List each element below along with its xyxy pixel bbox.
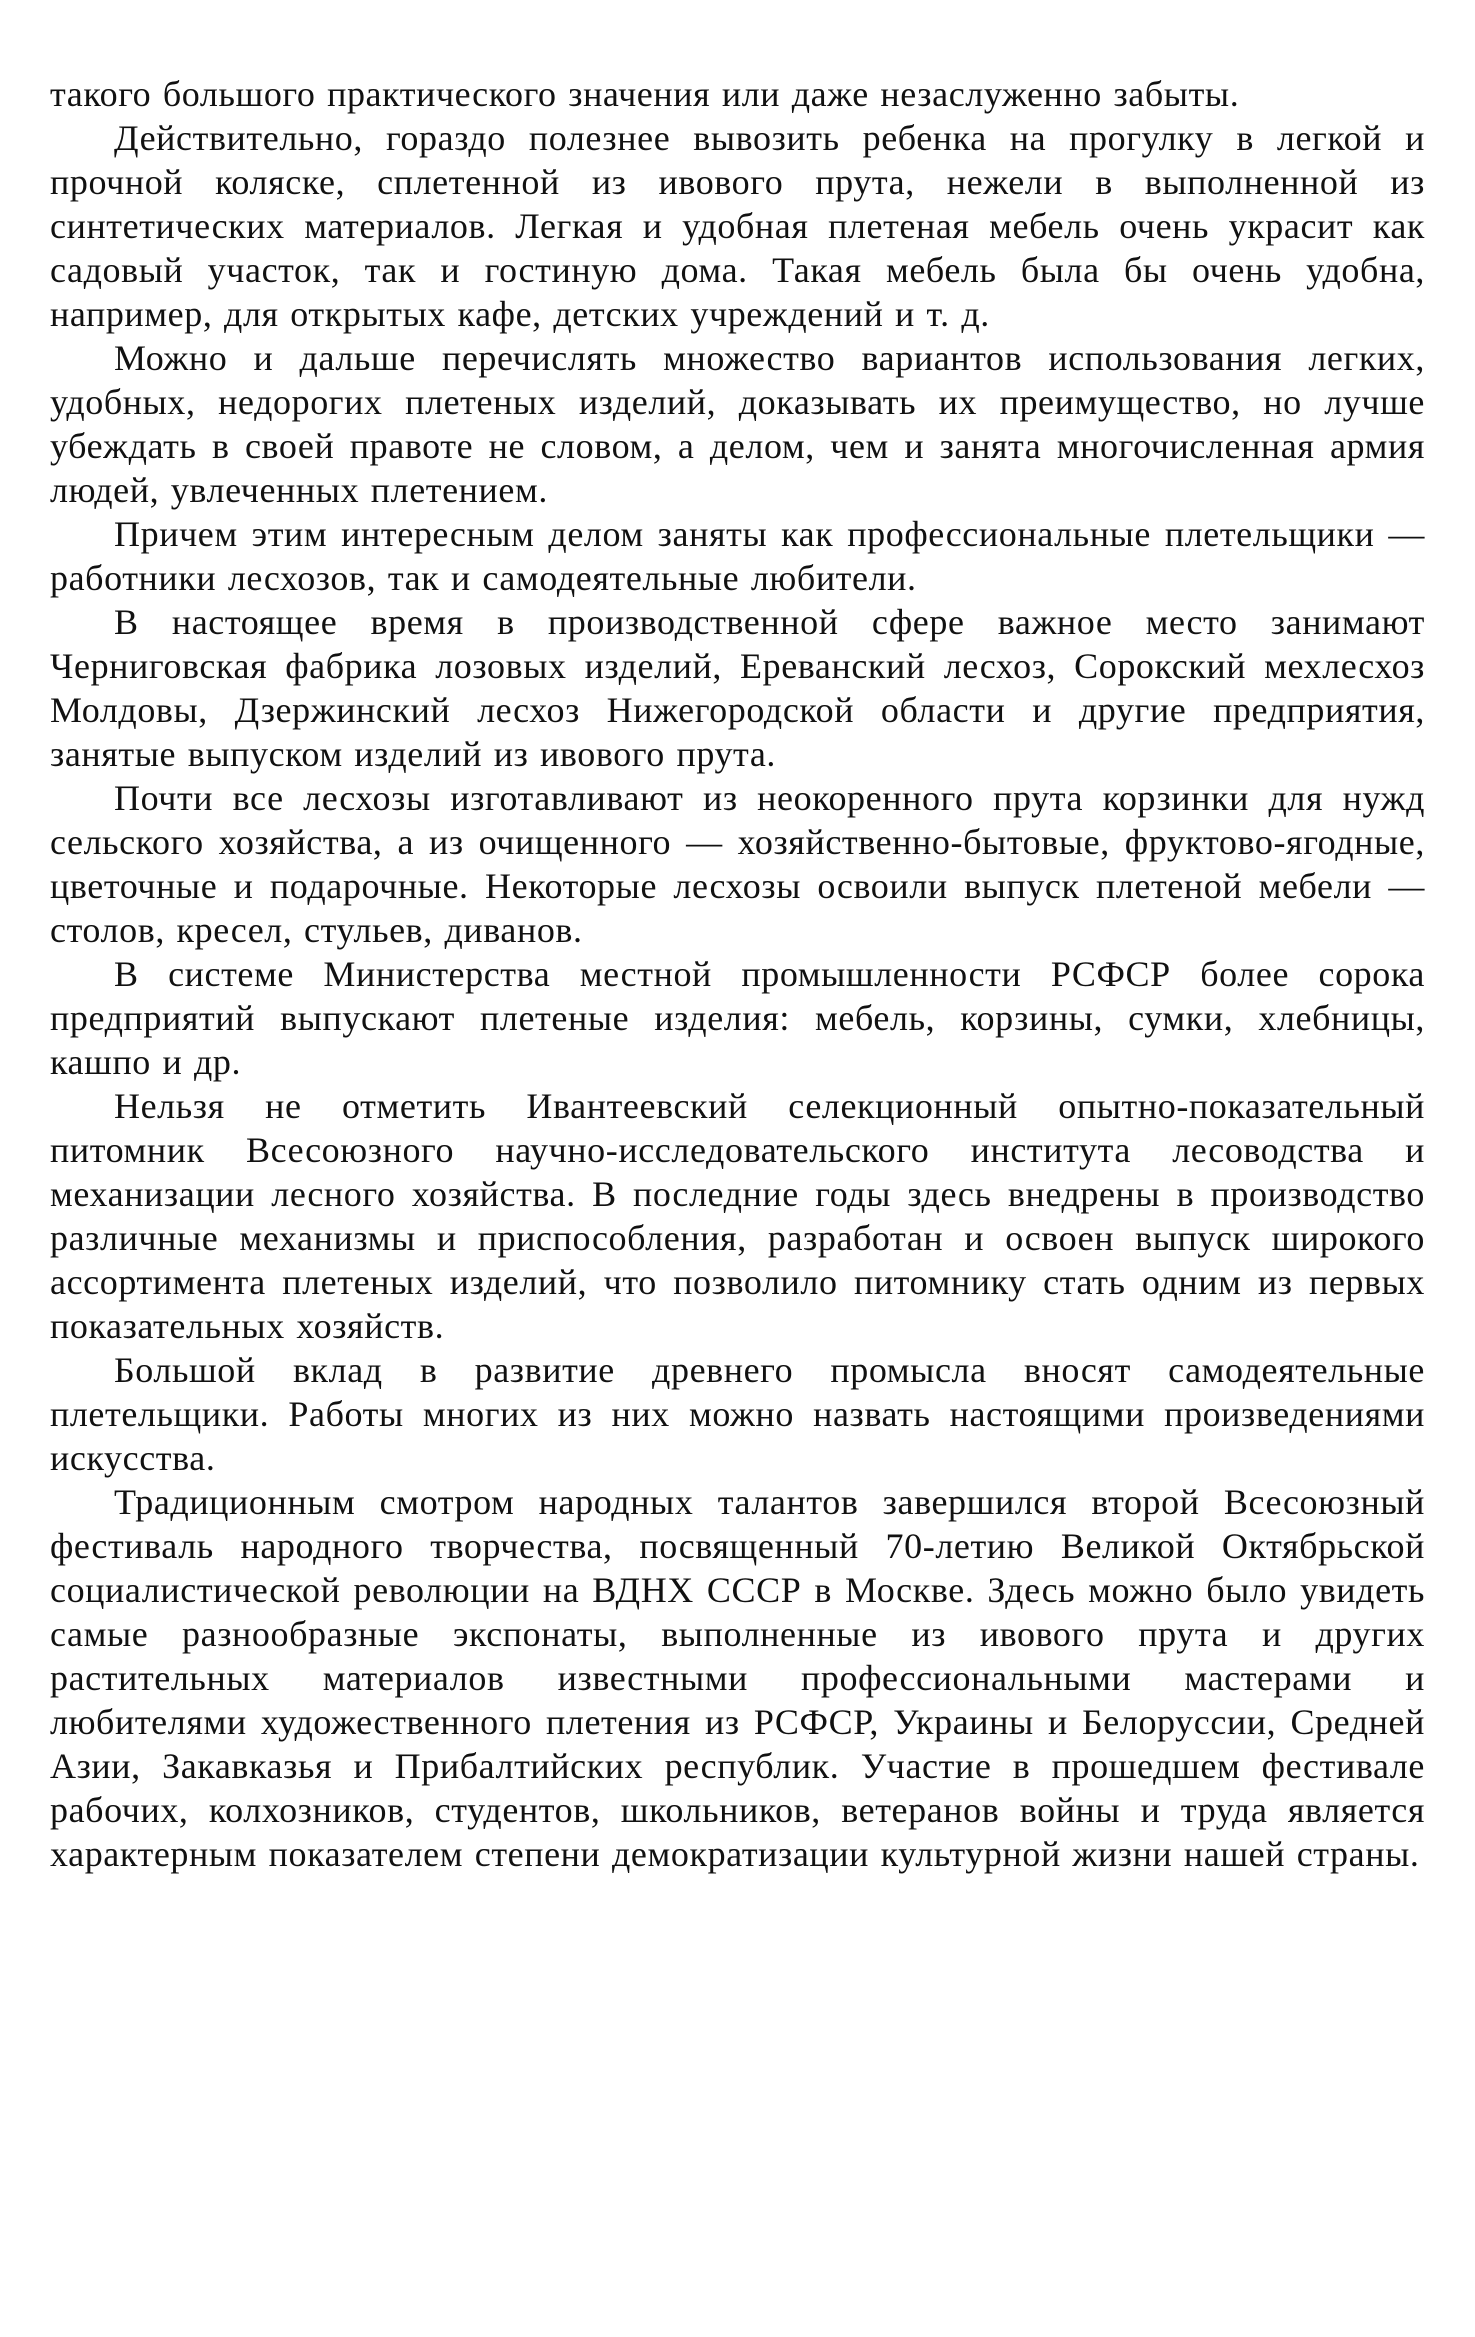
paragraph-nursery: Нельзя не отметить Ивантеевский селекционный опытно-показательный питомник Всесоюзного научно-исследовательского института лесоводства и механизации лесного хозяйства. В последние годы здесь внедрены в производство различные механизмы и приспособления, разработан и освоен выпуск широкого ассортимента плетеных изделий, что позволило питомнику стать одним из первых показательных хозяйств. <box>50 1086 1425 1346</box>
paragraph-continuation: такого большого практического значения или даже незаслуженно забыты. <box>50 74 1240 114</box>
document-page <box>50 72 1425 1876</box>
paragraph-enterprises: В настоящее время в производственной сфере важное место занимают Черниговская фабрика лозовых изделий, Ереванский лесхоз, Сорокский мехлесхоз Молдовы, Дзержинский лесхоз Нижегородской области и другие предприятия, занятые выпуском изделий из ивового прута. <box>50 602 1425 774</box>
paragraph-amateurs: Большой вклад в развитие древнего промысла вносят самодеятельные плетельщики. Работы многих из них можно назвать настоящими произведениями искусства. <box>50 1350 1425 1478</box>
paragraph-festival: Традиционным смотром народных талантов завершился второй Всесоюзный фестиваль народного творчества, посвященный 70-летию Великой Октябрьской социалистической революции на ВДНХ СССР в Москве. Здесь можно было увидеть самые разнообразные экспонаты, выполненные из ивового прута и других растительных материалов известными профессиональными мастерами и любителями художественного плетения из РСФСР, Украины и Белоруссии, Средней Азии, Закавказья и Прибалтийских республик. Участие в прошедшем фестивале рабочих, колхозников, студентов, школьников, ветеранов войны и труда является характерным показателем степени демократизации культурной жизни нашей страны. <box>50 1482 1425 1874</box>
paragraph-leskhozes: Почти все лесхозы изготавливают из неокоренного прута корзинки для нужд сельского хозяйства, а из очищенного — хозяйственно-бытовые, фруктово-ягодные, цветочные и подарочные. Некоторые лесхозы освоили выпуск плетеной мебели — столов, кресел, стульев, диванов. <box>50 778 1425 950</box>
paragraph-weavers: Причем этим интересным делом заняты как профессиональные плетельщики — работники лесхозов, так и самодеятельные любители. <box>50 514 1425 598</box>
paragraph-stroller-furniture: Действительно, гораздо полезнее вывозить ребенка на прогулку в легкой и прочной коляске, сплетенной из ивового прута, нежели в выполненной из синтетических материалов. Легкая и удобная плетеная мебель очень украсит как садовый участок, так и гостиную дома. Такая мебель была бы очень удобна, например, для открытых кафе, детских учреждений и т. д. <box>50 118 1425 334</box>
paragraph-advantages: Можно и дальше перечислять множество вариантов использования легких, удобных, недорогих плетеных изделий, доказывать их преимущество, но лучше убеждать в своей правоте не словом, а делом, чем и занята многочисленная армия людей, увлеченных плетением. <box>50 338 1425 510</box>
paragraph-ministry: В системе Министерства местной промышленности РСФСР более сорока предприятий выпускают плетеные изделия: мебель, корзины, сумки, хлебницы, кашпо и др. <box>50 954 1425 1082</box>
